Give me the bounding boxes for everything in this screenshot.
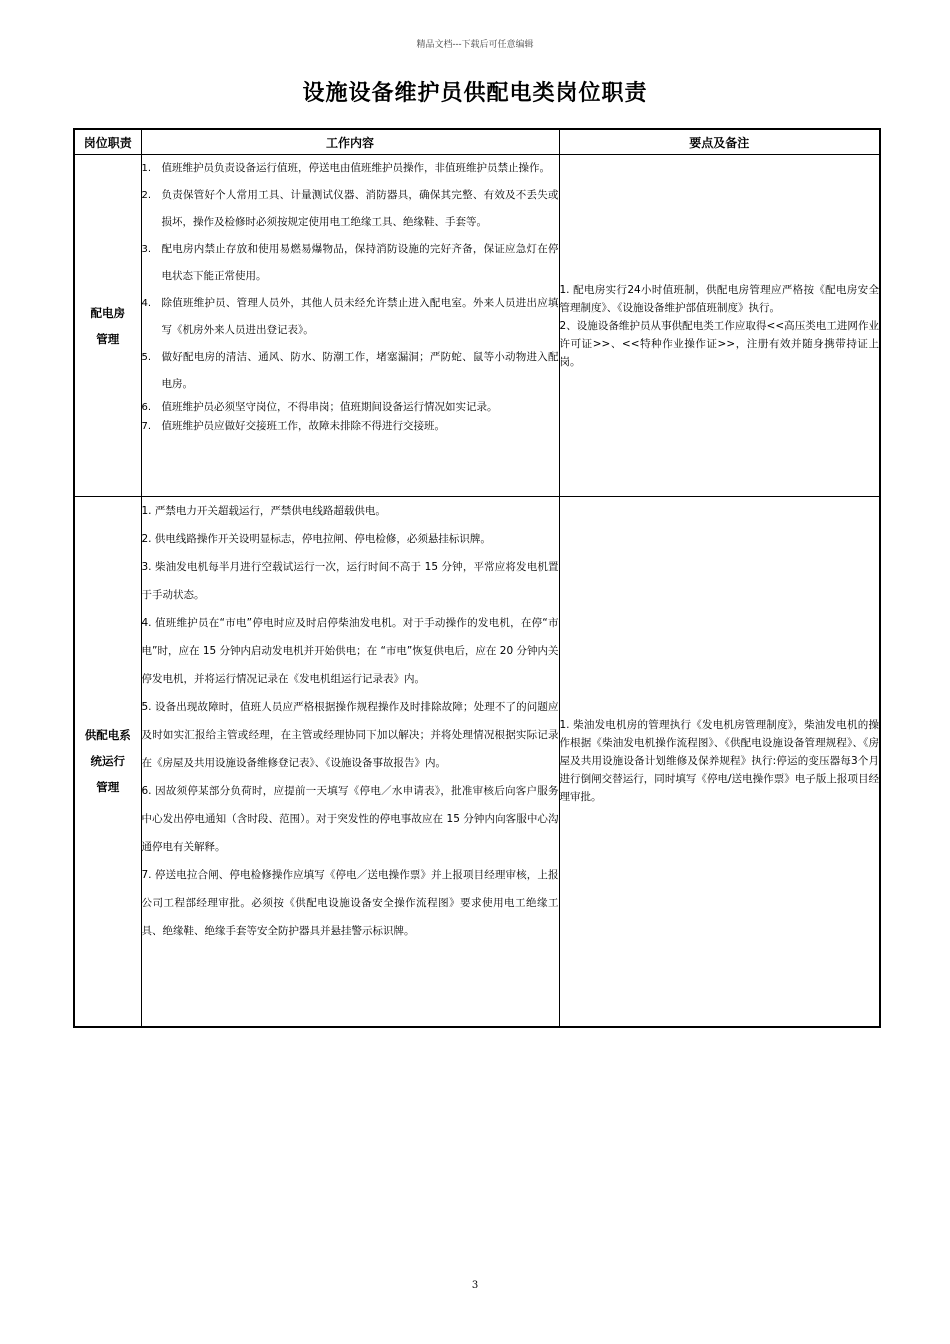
list-item: 6. 因故须停某部分负荷时，应提前一天填写《停电／水申请表》，批准审核后向客户服务中心发出停电通知（含时段、范围）。对于突发性的停电事故应在 15 分钟内向客服中心沟通停电有关解释。 (141, 785, 559, 853)
role-cell (74, 155, 141, 497)
page-title: 设施设备维护员供配电类岗位职责 (302, 81, 648, 106)
page-number: 3 (471, 1280, 479, 1291)
list-item (142, 155, 559, 182)
item-text: 配电房内禁止存放和使用易燃易爆物品，保持消防设施的完好齐备，保证应急灯在停电状态下能正常使用。 (161, 243, 559, 282)
item-number: 2. (141, 190, 152, 201)
table-header-row (74, 129, 880, 155)
list-item (142, 290, 559, 344)
list-item: 7. 停送电拉合闸、停电检修操作应填写《停电／送电操作票》并上报项目经理审核，上报公司工程部经理审批。必须按《供配电设施设备安全操作流程图》要求使用电工绝缘工具、绝缘鞋、绝缘手套等安全防护器具并悬挂警示标识牌。 (141, 869, 559, 937)
table-row-power-room (74, 155, 880, 497)
item-number: 7. (141, 421, 152, 432)
item-text: 值班维护员应做好交接班工作，故障未排除不得进行交接班。 (161, 420, 445, 432)
role-line: 供配电系 (84, 728, 131, 743)
item-text: 值班维护员负责设备运行值班，停送电由值班维护员操作，非值班维护员禁止操作。 (161, 162, 550, 174)
list-item (142, 398, 559, 417)
item-number: 1. (141, 163, 152, 174)
role-cell (74, 497, 141, 1027)
item-number: 5. (141, 352, 152, 363)
item-number: 4. (141, 298, 152, 309)
list-item: 2. 供电线路操作开关设明显标志，停电拉闸、停电检修，必须悬挂标识牌。 (141, 533, 491, 545)
list-item (142, 236, 559, 290)
content-cell (141, 155, 559, 497)
role-line: 管理 (96, 780, 120, 795)
role-line: 管理 (96, 331, 120, 346)
list-item (142, 182, 559, 236)
notes-cell (559, 155, 880, 497)
list-item (142, 417, 559, 436)
list-item: 1. 严禁电力开关超载运行，严禁供电线路超载供电。 (141, 505, 386, 517)
note-paragraph: 2、设施设备维护员从事供配电类工作应取得<<高压类电工进网作业许可证>>、<<特种作业操作证>>，注册有效并随身携带持证上岗。 (559, 319, 879, 368)
note-paragraph: 1. 柴油发电机房的管理执行《发电机房管理制度》，柴油发电机的操作根据《柴油发电机操作流程图》、《供配电设施设备管理规程》、《房屋及共用设施设备计划维修及保养规程》执行:停运的变压器每3个月进行倒闸交替运行，同时填写《停电/送电操作票》电子版上报项目经理审批。 (559, 719, 879, 804)
content-cell (141, 497, 559, 1027)
role-line: 统运行 (90, 754, 125, 769)
column-header-content: 工作内容 (141, 129, 559, 155)
column-header-role: 岗位职责 (74, 129, 141, 155)
notes-cell (559, 497, 880, 1027)
column-header-notes: 要点及备注 (559, 129, 880, 155)
item-text: 值班维护员必须坚守岗位，不得串岗；值班期间设备运行情况如实记录。 (161, 401, 498, 413)
note-paragraph: 1. 配电房实行24小时值班制，供配电房管理应严格按《配电房安全管理制度》、《设施设备维护部值班制度》执行。 (559, 283, 879, 314)
item-text: 除值班维护员、管理人员外，其他人员未经允许禁止进入配电室。外来人员进出应填写《机房外来人员进出登记表》。 (161, 297, 559, 336)
list-item: 3. 柴油发电机每半月进行空载试运行一次，运行时间不高于 15 分钟，平常应将发电机置于手动状态。 (141, 561, 559, 601)
list-item (142, 344, 559, 398)
list-item: 4. 值班维护员在“市电”停电时应及时启停柴油发电机。对于手动操作的发电机，在停“市电”时，应在 15 分钟内启动发电机并开始供电；在 “市电”恢复供电后，应在 20 分钟内关停发电机，并将运行情况记录在《发电机组运行记录表》内。 (141, 617, 559, 685)
header-note: 精品文档---下载后可任意编辑 (416, 40, 534, 50)
role-line: 配电房 (90, 305, 125, 320)
duty-table (73, 128, 881, 1028)
item-number: 3. (141, 244, 152, 255)
item-text: 做好配电房的清洁、通风、防水、防潮工作，堵塞漏洞；严防蛇、鼠等小动物进入配电房。 (161, 351, 559, 390)
table-row-power-system (74, 497, 880, 1027)
item-text: 负责保管好个人常用工具、计量测试仪器、消防器具，确保其完整、有效及不丢失或损坏，操作及检修时必须按规定使用电工绝缘工具、绝缘鞋、手套等。 (161, 189, 559, 228)
list-item: 5. 设备出现故障时，值班人员应严格根据操作规程操作及时排除故障；处理不了的问题应及时如实汇报给主管或经理，在主管或经理协同下加以解决；并将处理情况根据实际记录在《房屋及共用设施设备维修登记表》、《设施设备事故报告》内。 (141, 701, 559, 769)
item-number: 6. (141, 402, 152, 413)
